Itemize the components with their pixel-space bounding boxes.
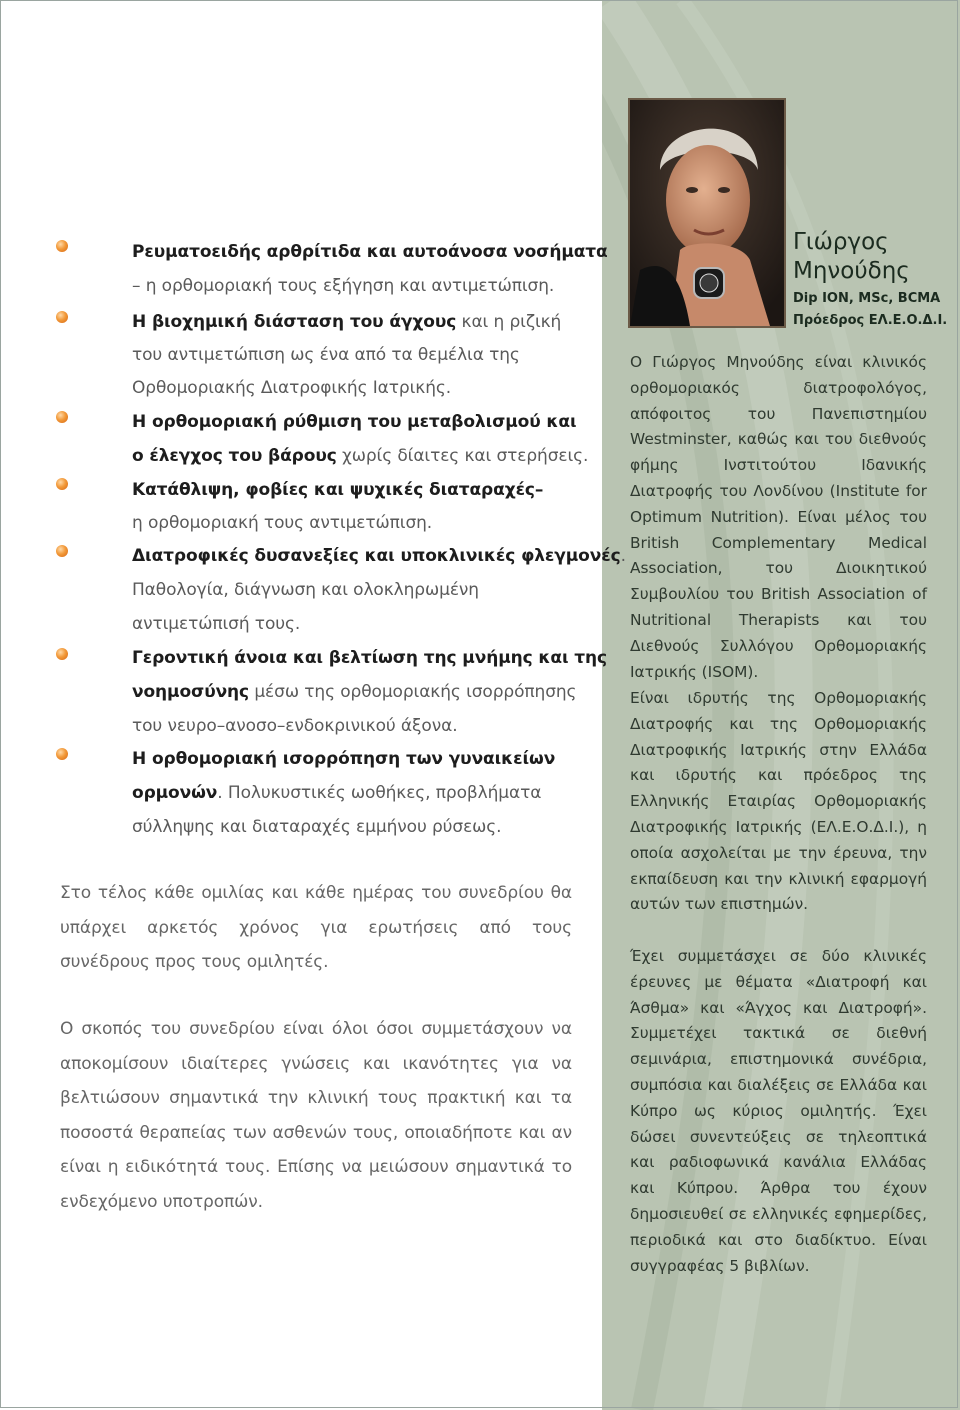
topic-3-line-2: ο έλεγχος του βάρους χωρίς δίαιτες και στερήσεις. [132,446,589,466]
topic-2-line-2: του αντιμετώπιση ως ένα από τα θεμέλια της [132,345,520,365]
topic-4-line-2: η ορθομοριακή τους αντιμετώπιση. [132,513,433,533]
topic-4-line-1: Κατάθλιψη, φοβίες και ψυχικές διαταραχές– [132,480,544,500]
purpose-paragraph: Ο σκοπός του συνεδρίου είναι όλοι όσοι συμμετάσχουν να αποκομίσουν ιδιαίτερες γνώσεις και ικανότητες για να βελτιώσουν σημαντικά την κλινική τους πρακτική και τα ποσοστά θεραπείας των ασθενών τους, οποιαδήποτε και αν είναι η ειδικότητά τους. Επίσης να μειώσουν σημαντικά το ενδεχόμενο υποτροπών. [60,1019,572,1212]
bullet-dot-icon [56,240,68,252]
topic-1-line-2: – η ορθομοριακή τους εξήγηση και αντιμετώπιση. [132,276,555,296]
questions-paragraph: Στο τέλος κάθε ομιλίας και κάθε ημέρας του συνεδρίου θα υπάρχει αρκετός χρόνος για ερωτήσεις από τους συνέδρους προς τους ομιλητές. [60,883,572,972]
topic-7-line-2: ορμονών. Πολυκυστικές ωοθήκες, προβλήματα [132,783,542,803]
bullet-dot-icon [56,411,68,423]
topic-7-line-3: σύλληψης και διαταραχές εμμήνου ρύσεως. [132,817,502,837]
bio-paragraph-1: Ο Γιώργος Μηνούδης είναι κλινικός ορθομοριακός διατροφολόγος, απόφοιτος του Πανεπιστημίου Westminster, καθώς και του διεθνούς φήμης Ινστιτούτου Ιδανικής Διατροφής του Λονδίνου (Institute for Optimum Nutrition). Είναι μέλος του British Complementary Medical Association, του Διοικητικού Συμβουλίου του British Association of Nutritional Therapists και του Διεθνούς Συλλόγου Ορθομοριακής Ιατρικής (ISOM). [630,353,927,681]
bullet-dot-icon [56,748,68,760]
topic-5-line-3: αντιμετώπισή τους. [132,614,301,634]
topic-5-line-1: Διατροφικές δυσανεξίες και υποκλινικές φλεγμονές. [132,546,626,566]
bio-paragraph-2: Είναι ιδρυτής της Ορθομοριακής Διατροφής και της Ορθομοριακής Διατροφικής Ιατρικής στην Ελλάδα και ιδρυτής και πρόεδρος της Ελληνικής Εταιρίας Ορθομοριακής Διατροφικής Ιατρικής (ΕΛ.Ε.Ο.Δ.Ι.), η οποία ασχολείται με την έρευνα, την εκπαίδευση και την κλινική εφαρμογή αυτών των επιστημών. [630,689,927,914]
speaker-name [793,228,910,286]
topic-2-line-3: Ορθομοριακής Διατροφικής Ιατρικής. [132,378,452,398]
topic-6-line-1: Γεροντική άνοια και βελτίωση της μνήμης και της [132,648,608,668]
bullet-dot-icon [56,478,68,490]
topic-3-line-1: Η ορθομοριακή ρύθμιση του μεταβολισμού και [132,412,577,432]
topic-6-line-3: του νευρο–ανοσο–ενδοκρινικού άξονα. [132,716,458,736]
topic-6-line-2: νοημοσύνης μέσω της ορθομοριακής ισορρόπησης [132,682,577,702]
bullet-dot-icon [56,648,68,660]
bio-paragraph-3: Έχει συμμετάσχει σε δύο κλινικές έρευνες με θέματα «Διατροφή και Άσθμα» και «Άγχος και Διατροφή». Συμμετέχει τακτικά σε διεθνή σεμινάρια, επιστημονικά συνέδρια, συμπόσια και διαλέξεις σε Ελλάδα και Κύπρο ως κύριος ομιλητής. Έχει δώσει συνεντεύξεις σε τηλεοπτικά και ραδιοφωνικά κανάλια Ελλάδας και Κύπρου. Άρθρα του έχουν δημοσιευθεί σε ελληνικές εφημερίδες, περιοδικά και στο διαδίκτυο. Είναι συγγραφέας 5 βιβλίων. [630,947,927,1275]
topic-2-line-1: Η βιοχημική διάσταση του άγχους και η ριζική [132,312,562,332]
speaker-photo [628,98,786,328]
speaker-first-name: Γιώργος [793,229,889,255]
speaker-degrees: Dip ION, MSc, BCMA [793,291,941,306]
speaker-last-name: Μηνούδης [793,258,910,284]
topic-1-line-1: Ρευματοειδής αρθρίτιδα και αυτοάνοσα νοσήματα [132,242,608,262]
topic-7-line-1: Η ορθομοριακή ισορρόπηση των γυναικείων [132,749,556,769]
speaker-role: Πρόεδρος ΕΛ.Ε.Ο.Δ.Ι. [793,313,948,328]
bullet-dot-icon [56,545,68,557]
bullet-dot-icon [56,311,68,323]
topic-5-line-2: Παθολογία, διάγνωση και ολοκληρωμένη [132,580,479,600]
